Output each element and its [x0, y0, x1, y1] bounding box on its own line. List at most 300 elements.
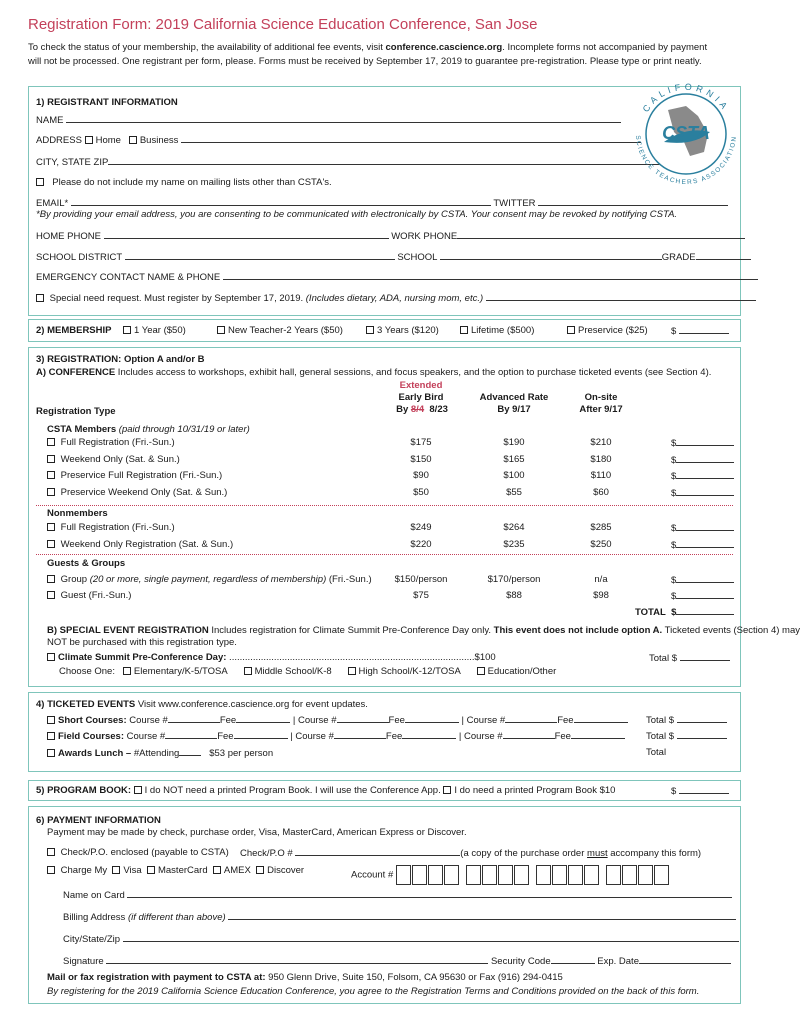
fee-field[interactable] [236, 714, 290, 723]
nonmembers-separator [36, 554, 733, 555]
membership-amount-field[interactable] [679, 325, 729, 334]
emergency-field[interactable] [223, 271, 758, 280]
climate-total-label: Total $ [649, 653, 677, 664]
account-digit-box[interactable] [498, 865, 513, 885]
grade-field[interactable] [696, 251, 751, 260]
account-digit-box[interactable] [536, 865, 551, 885]
terms-text: By registering for the 2019 California Science Education Conference, you agree to the Registration Terms and Conditions provided on the back of this form. [47, 986, 700, 997]
section4-subtitle: Visit www.conference.cascience.org for event updates. [135, 699, 368, 710]
city-state-zip-row [63, 933, 739, 945]
section4-title-row [36, 699, 368, 710]
guest-amount-field[interactable] [676, 590, 734, 599]
ticket-total: Total [646, 747, 667, 758]
price-adv: $235 [503, 538, 525, 550]
account-row [351, 865, 670, 885]
course-number-field[interactable] [503, 730, 555, 739]
account-digit-box[interactable] [428, 865, 443, 885]
amount-dollar: $ [671, 471, 677, 482]
amount-field[interactable] [676, 470, 734, 479]
membership-new-teacher-label: New Teacher-2 Years ($50) [228, 325, 343, 336]
csta-seal-logo [628, 76, 744, 192]
membership-lifetime-checkbox[interactable] [460, 326, 468, 334]
mastercard-label: MasterCard [157, 865, 208, 876]
registration-amount [671, 437, 734, 449]
membership-lifetime[interactable] [460, 325, 534, 336]
amount-dollar: $ [671, 523, 677, 534]
home-label: Home [95, 135, 121, 146]
city-label: CITY, STATE ZIP [36, 157, 109, 168]
guest-onsite: $98 [593, 590, 609, 601]
price-early: $249 [410, 522, 432, 533]
climate-total [649, 652, 730, 664]
account-digit-box[interactable] [552, 865, 567, 885]
amount-field[interactable] [676, 539, 734, 548]
registration-option-label: Full Registration (Fri.-Sun.) [60, 522, 175, 533]
registration-option[interactable] [47, 522, 175, 533]
option-b-text [47, 625, 800, 636]
registration-type-header: Registration Type [36, 406, 116, 417]
membership-1yr-label: 1 Year ($50) [134, 325, 186, 336]
program-dollar: $ [671, 786, 677, 797]
mailing-label: Please do not include my name on mailing lists other than CSTA's. [52, 177, 332, 188]
emergency-row [36, 271, 733, 283]
guest-label: Guest (Fri.-Sun.) [60, 590, 132, 601]
account-digit-box[interactable] [482, 865, 497, 885]
short-courses-checkbox[interactable] [47, 716, 55, 724]
price-onsite: $110 [590, 470, 612, 481]
registration-option[interactable] [47, 539, 233, 550]
field-courses-checkbox[interactable] [47, 732, 55, 740]
email-field[interactable] [71, 197, 491, 206]
registration-amount [671, 522, 734, 534]
account-label: Account # [351, 869, 394, 881]
membership-1yr[interactable] [123, 325, 186, 336]
climate-row[interactable] [47, 652, 496, 663]
account-digit-box[interactable] [514, 865, 529, 885]
price-adv: $55 [506, 486, 522, 498]
fee-label: Fee [388, 715, 405, 726]
registration-amount [671, 470, 734, 482]
registration-option-label: Full Registration (Fri.-Sun.) [60, 437, 175, 448]
members-separator [36, 505, 733, 506]
amount-field[interactable] [676, 454, 734, 463]
amex-label: AMEX [223, 865, 251, 876]
membership-3yr-checkbox[interactable] [366, 326, 374, 334]
amount-dollar: $ [671, 539, 677, 551]
csta-members-label: CSTA Members [47, 424, 117, 435]
registration-checkbox[interactable] [47, 438, 55, 446]
billing-label: Billing Address [63, 912, 126, 923]
ticket-total-label: Total $ [646, 731, 674, 742]
mail-address: 950 Glenn Drive, Suite 150, Folsom, CA 95630 or Fax (916) 294-0415 [265, 972, 563, 983]
group-label: Group [60, 574, 88, 585]
early-new-date: 8/23 [429, 404, 448, 415]
name-on-card-row [63, 889, 732, 901]
course-label: Course # [297, 715, 337, 726]
program-label: I do need a printed Program Book $10 [454, 785, 616, 796]
guest-early: $75 [413, 590, 429, 601]
twitter-field[interactable] [538, 197, 728, 206]
group-amount [671, 574, 734, 586]
section-ticketed-events [28, 692, 741, 772]
twitter-label: TWITTER [493, 198, 536, 209]
awards-checkbox[interactable] [47, 749, 55, 757]
form-title: Registration Form: 2019 California Science Education Conference, San Jose [28, 16, 538, 33]
short-courses-label: Short Courses: [58, 715, 127, 726]
visa-checkbox[interactable] [112, 866, 120, 874]
charge-checkbox[interactable] [47, 866, 55, 874]
fee-field[interactable] [571, 730, 625, 739]
short-total [646, 714, 727, 726]
price-adv: $100 [503, 470, 525, 481]
account-digit-box[interactable] [444, 865, 459, 885]
guest-adv: $88 [506, 590, 522, 601]
registration-checkbox[interactable] [47, 540, 55, 548]
card-city-label: City/State/Zip [63, 934, 121, 945]
po-row [240, 847, 701, 859]
attending-field[interactable] [179, 747, 201, 756]
registration-checkbox[interactable] [47, 523, 55, 531]
group-tail: (Fri.-Sun.) [326, 574, 372, 585]
course-label: Course # [464, 731, 503, 742]
registration-option-label: Preservice Weekend Only (Sat. & Sun.) [60, 486, 228, 498]
registration-option[interactable] [47, 437, 175, 448]
po-field[interactable] [295, 847, 460, 856]
group-adv: $170/person [487, 574, 541, 585]
section3-total [635, 606, 734, 618]
special-field[interactable] [486, 292, 756, 301]
program-checkbox[interactable] [443, 786, 451, 794]
registration-checkbox[interactable] [47, 471, 55, 479]
program-book-row [36, 785, 615, 796]
billing-field[interactable] [228, 911, 736, 920]
total-dollar: $ [671, 607, 677, 618]
charge-label: Charge My [60, 865, 108, 876]
district-label: SCHOOL DISTRICT [36, 252, 123, 263]
membership-3yr[interactable] [366, 325, 439, 336]
no-program-label: I do NOT need a printed Program Book. I will use the Conference App. [144, 785, 441, 796]
choose-one-label: Choose One: [59, 666, 115, 677]
guest-amount [671, 590, 734, 602]
membership-lifetime-label: Lifetime ($500) [471, 325, 535, 336]
price-early: $50 [413, 486, 429, 498]
discover-label: Discover [267, 865, 305, 876]
membership-3yr-label: 3 Years ($120) [377, 325, 439, 336]
membership-1yr-checkbox[interactable] [123, 326, 131, 334]
check-checkbox[interactable] [47, 848, 55, 856]
account-digit-box[interactable] [396, 865, 411, 885]
check-row [47, 847, 229, 858]
membership-total [671, 325, 729, 337]
fee-label: Fee [219, 715, 237, 726]
short-courses-row[interactable]: Short Courses: Course # Fee | Course # Fee | Course # Fee [47, 714, 628, 726]
membership-preservice[interactable] [567, 325, 648, 336]
mail-row [47, 972, 563, 983]
home-phone-label: HOME PHONE [36, 231, 101, 242]
signature-field[interactable] [106, 955, 488, 964]
fee-field[interactable] [234, 730, 288, 739]
amex-checkbox[interactable] [213, 866, 221, 874]
choice-high-checkbox[interactable] [348, 667, 356, 675]
business-label: Business [139, 135, 179, 146]
po-note-1: (a copy of the purchase order [460, 848, 588, 859]
charge-row [47, 865, 304, 876]
home-phone-field[interactable] [104, 230, 389, 239]
ticket-total-field[interactable] [677, 730, 727, 739]
guest-checkbox[interactable] [47, 591, 55, 599]
email-note: *By providing your email address, you are consenting to be communicated with electronically by CSTA. Your consent may be revoked by notifying CSTA. [36, 209, 678, 220]
account-boxes [396, 870, 670, 881]
billing-note: (if different than above) [127, 912, 226, 923]
visa-label: Visa [123, 865, 142, 876]
registration-option-label: Weekend Only Registration (Sat. & Sun.) [60, 538, 234, 550]
registration-option[interactable] [47, 454, 180, 465]
program-amount-field[interactable] [679, 785, 729, 794]
section-payment [28, 806, 741, 1004]
seal-center-text: CSTA [662, 123, 710, 143]
no-program-checkbox[interactable] [134, 786, 142, 794]
section-membership [28, 319, 741, 342]
climate-checkbox[interactable] [47, 653, 55, 661]
section6-title: 6) PAYMENT INFORMATION [36, 815, 161, 826]
extended-label: Extended [399, 380, 443, 391]
business-checkbox[interactable] [129, 136, 137, 144]
course-label: Course # [129, 715, 168, 726]
price-early: $90 [413, 470, 429, 481]
seal-bottom-text: SCIENCE TEACHERS ASSOCIATION [633, 135, 739, 187]
po-note-2: accompany this form) [607, 848, 702, 859]
intro-link[interactable]: conference.cascience.org [385, 42, 503, 53]
account-digit-box[interactable] [654, 865, 669, 885]
choice-elementary-checkbox[interactable] [123, 667, 131, 675]
work-phone-field[interactable] [457, 230, 745, 239]
group-row-label[interactable] [47, 574, 372, 585]
climate-label: Climate Summit Pre-Conference Day: [58, 652, 227, 663]
price-onsite: $180 [590, 453, 612, 465]
total-label: TOTAL [635, 607, 666, 618]
choice-middle-label: Middle School/K-8 [254, 666, 332, 677]
exp-label: Exp. Date [597, 956, 639, 967]
climate-dots: ............................................................................................. [226, 652, 475, 663]
climate-price: $100 [474, 652, 496, 663]
name-on-card-field[interactable] [127, 889, 732, 898]
csta-members-note: (paid through 10/31/19 or later) [116, 424, 250, 435]
early-by: By [396, 404, 409, 415]
course-label: Course # [466, 715, 506, 726]
group-checkbox[interactable] [47, 575, 55, 583]
po-label: Check/P.O # [240, 848, 293, 859]
early-bird-dates [387, 404, 457, 415]
emergency-label: EMERGENCY CONTACT NAME & PHONE [36, 272, 221, 283]
account-digit-box[interactable] [638, 865, 653, 885]
section-program-book [28, 780, 741, 801]
registration-option[interactable] [47, 470, 222, 481]
price-adv: $264 [503, 522, 525, 533]
onsite-date: After 9/17 [579, 404, 623, 415]
amount-dollar: $ [671, 438, 677, 449]
seal-top-text: CALIFORNIA [640, 81, 732, 114]
amount-field[interactable] [676, 522, 734, 531]
amount-field[interactable] [676, 437, 734, 446]
course-number-field[interactable] [334, 730, 386, 739]
discover-checkbox[interactable] [256, 866, 264, 874]
guest-dollar: $ [671, 591, 677, 602]
course-number-field[interactable] [505, 714, 557, 723]
registration-amount [671, 539, 734, 551]
price-onsite: $285 [590, 522, 612, 533]
membership-dollar: $ [671, 326, 677, 337]
account-digit-box[interactable] [466, 865, 481, 885]
nonmembers-header: Nonmembers [47, 508, 108, 519]
field-courses-row[interactable]: Field Courses: Course # Fee | Course # Fee | Course # Fee [47, 730, 625, 742]
section-registration [28, 347, 800, 687]
name-on-card-label: Name on Card [63, 890, 125, 901]
billing-row [63, 911, 736, 923]
group-dollar: $ [671, 575, 677, 586]
option-a-text [36, 367, 711, 378]
registration-amount [671, 487, 734, 499]
email-label: EMAIL* [36, 198, 69, 209]
registration-checkbox[interactable] [47, 455, 55, 463]
group-early: $150/person [394, 574, 448, 585]
price-onsite: $250 [590, 538, 612, 550]
phone-row [36, 230, 733, 242]
course-number-field[interactable] [168, 714, 220, 723]
city-field[interactable] [108, 156, 668, 165]
option-a-desc: Includes access to workshops, exhibit hall, general sessions, and focus speakers, and the option to purchase ticketed events (see Section 4). [115, 367, 712, 378]
fee-label: Fee [557, 715, 574, 726]
registration-option-label: Preservice Full Registration (Fri.-Sun.) [60, 470, 223, 481]
po-note-must: must [587, 848, 608, 859]
security-field[interactable] [551, 955, 595, 964]
field-total [646, 730, 727, 742]
check-label: Check/P.O. enclosed (payable to CSTA) [60, 847, 229, 858]
signature-row [63, 955, 731, 967]
fee-label: Fee [554, 731, 571, 742]
account-digit-box[interactable] [606, 865, 621, 885]
registration-option[interactable] [47, 487, 227, 498]
group-note: (20 or more, single payment, regardless of membership) [89, 574, 327, 585]
section2-title: 2) MEMBERSHIP [36, 325, 112, 336]
price-early: $220 [410, 538, 432, 550]
choice-other-checkbox[interactable] [477, 667, 485, 675]
exp-field[interactable] [639, 955, 731, 964]
address-label: ADDRESS [36, 135, 82, 146]
section4-title: 4) TICKETED EVENTS [36, 699, 136, 710]
attending-label: #Attending [133, 748, 180, 759]
account-digit-box[interactable] [622, 865, 637, 885]
advanced-date: By 9/17 [497, 404, 531, 415]
amount-dollar: $ [671, 454, 677, 466]
awards-label: Awards Lunch – [58, 748, 132, 759]
school-row [36, 251, 733, 263]
price-onsite: $60 [593, 486, 609, 498]
course-number-field[interactable] [165, 730, 217, 739]
option-b-desc2: Ticketed events (Section 4) may [662, 625, 800, 636]
mailing-checkbox[interactable] [36, 178, 44, 186]
option-b-desc: Includes registration for Climate Summit Pre-Conference Day only. [208, 625, 494, 636]
awards-price: $53 per person [209, 748, 274, 759]
section3-title: 3) REGISTRATION: Option A and/or B [36, 354, 205, 365]
field-courses-label: Field Courses: [58, 731, 124, 742]
option-b-title: B) SPECIAL EVENT REGISTRATION [47, 625, 209, 636]
choose-one-row [59, 666, 556, 677]
program-amount [671, 785, 729, 797]
account-digit-box[interactable] [584, 865, 599, 885]
option-b-emphasis: This event does not include option A. [493, 625, 663, 636]
fee-label: Fee [385, 731, 403, 742]
ticket-total-label: Total $ [646, 715, 674, 726]
registration-option-label: Weekend Only (Sat. & Sun.) [60, 453, 180, 465]
school-label: SCHOOL [397, 252, 438, 263]
ticket-total-field[interactable] [677, 714, 727, 723]
special-checkbox[interactable] [36, 294, 44, 302]
membership-new-teacher-checkbox[interactable] [217, 326, 225, 334]
intro-text [28, 41, 718, 69]
choice-middle-checkbox[interactable] [244, 667, 252, 675]
amount-field[interactable] [676, 487, 734, 496]
special-row [36, 292, 733, 304]
membership-preservice-checkbox[interactable] [567, 326, 575, 334]
price-onsite: $210 [590, 437, 612, 448]
total-amount-field[interactable] [676, 606, 734, 615]
guest-row-label[interactable] [47, 590, 131, 601]
option-a-title: A) CONFERENCE [36, 367, 116, 378]
awards-row[interactable] [47, 747, 273, 759]
price-early: $150 [410, 453, 432, 465]
account-digit-box[interactable] [412, 865, 427, 885]
course-label: Course # [295, 731, 334, 742]
security-label: Security Code [490, 956, 551, 967]
course-number-field[interactable] [337, 714, 389, 723]
fee-field[interactable] [402, 730, 456, 739]
price-adv: $190 [503, 437, 525, 448]
early-bird-header: Early Bird [398, 392, 444, 403]
special-label: Special need request. Must register by September 17, 2019. [49, 293, 304, 304]
csta-members-header [47, 424, 250, 435]
signature-label: Signature [63, 956, 104, 967]
district-field[interactable] [125, 251, 395, 260]
group-amount-field[interactable] [676, 574, 734, 583]
climate-total-field[interactable] [680, 652, 730, 661]
group-onsite: n/a [594, 574, 608, 585]
registration-amount [671, 454, 734, 466]
school-field[interactable] [440, 251, 662, 260]
fee-field[interactable] [574, 714, 628, 723]
membership-new-teacher[interactable] [217, 325, 343, 336]
special-note: (Includes dietary, ADA, nursing mom, etc.) [305, 293, 484, 304]
early-old-date: 8/4 [410, 404, 425, 415]
account-digit-box[interactable] [568, 865, 583, 885]
fee-label: Fee [217, 731, 234, 742]
amount-dollar: $ [671, 487, 677, 499]
grade-label: GRADE [661, 252, 696, 263]
membership-preservice-label: Preservice ($25) [578, 325, 648, 336]
name-field[interactable] [66, 114, 621, 123]
intro-part-1: To check the status of your membership, the availability of additional fee events, visit [28, 42, 386, 53]
registration-checkbox[interactable] [47, 488, 55, 496]
name-label: NAME [36, 115, 64, 126]
card-city-field[interactable] [123, 933, 739, 942]
section1-title: 1) REGISTRANT INFORMATION [36, 97, 178, 108]
fee-field[interactable] [405, 714, 459, 723]
email-row [36, 197, 733, 209]
address-field[interactable] [181, 134, 641, 143]
choice-other-label: Education/Other [487, 666, 557, 677]
mail-label: Mail or fax registration with payment to CSTA at: [47, 972, 266, 983]
mastercard-checkbox[interactable] [147, 866, 155, 874]
home-checkbox[interactable] [85, 136, 93, 144]
